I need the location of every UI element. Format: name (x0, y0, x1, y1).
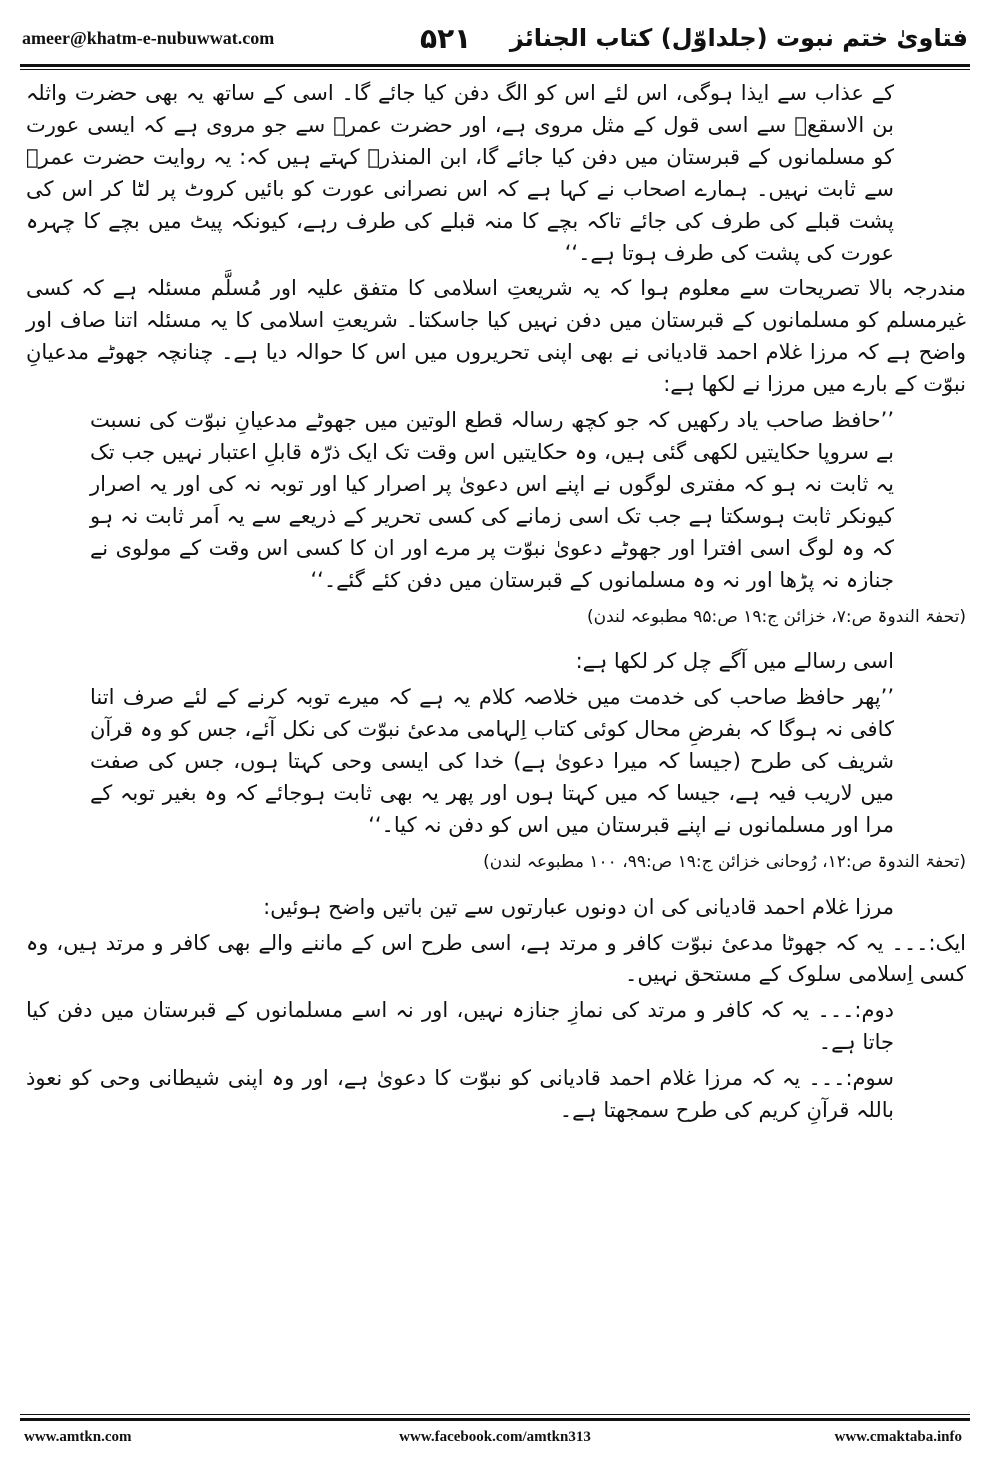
point-two: دوم:۔۔۔ یہ کہ کافر و مرتد کی نمازِ جنازہ نہیں، اور نہ اسے مسلمانوں کے قبرستان میں دفن کیا جاتا ہے۔ (26, 998, 894, 1055)
point-one: ایک:۔۔۔ یہ کہ جھوٹا مدعیٔ نبوّت کافر و مرتد ہے، اسی طرح اس کے ماننے والے بھی کافر و مرتد ہیں، وہ کسی اِسلامی سلوک کے مستحق نہیں۔ (26, 930, 966, 987)
footer-link-facebook[interactable]: www.facebook.com/amtkn313 (399, 1429, 591, 1445)
paragraph-continuation: کے عذاب سے ایذا ہوگی، اس لئے اس کو الگ دفن کیا جائے گا۔ اسی کے ساتھ یہ بھی حضرت واثلہ بن الاسقعؓ سے اسی قول کے مثل مروی ہے، اور حضرت عمرؓ سے جو مروی ہے کہ ایسی عورت کو مسلمانوں کے قبرستان میں دفن کیا جائے گا، ابن المنذرؒ کہتے ہیں کہ: یہ روایت حضرت عمرؓ سے ثابت نہیں۔ ہمارے اصحاب نے کہا ہے کہ اس نصرانی عورت کو بائیں کروٹ پر لٹا کر اس کی پشت قبلے کی طرف کی جائے تاکہ بچے کا منہ قبلے کی طرف رہے، کیونکہ پیٹ میں بچے کا چہرہ عورت کی پشت کی طرف ہوتا ہے۔‘‘ (26, 81, 894, 265)
paragraph-intro: اسی رسالے میں آگے چل کر لکھا ہے: (575, 649, 894, 674)
footer-rule-thin (20, 1414, 970, 1415)
header-rule-thin (20, 69, 970, 70)
page-header (0, 0, 990, 72)
paragraph-summary: مرزا غلام احمد قادیانی کی ان دونوں عبارتوں سے تین باتیں واضح ہوئیں: (263, 894, 894, 919)
footer-link-cmaktaba[interactable]: www.cmaktaba.info (834, 1429, 962, 1445)
header-email: ameer@khatm-e-nubuwwat.com (22, 28, 275, 48)
citation-1: (تحفۃ الندوۃ ص:۷، خزائن ج:۱۹ ص:۹۵ مطبوعہ لندن) (587, 606, 966, 627)
quotation-2: ’’پھر حافظ صاحب کی خدمت میں خلاصہ کلام یہ ہے کہ میرے توبہ کرنے کے لئے صرف اتنا کافی نہ ہوگا کہ بفرضِ محال کوئی کتاب اِلہامی مدعیٔ نبوّت کی نکل آئے، جس کو وہ قرآن شریف کی طرح (جیسا کہ میرا دعویٰ ہے) خدا کی ایسی وحی کہتا ہوں، جس کی صفت میں لاریب فیہ ہے، جیسا کہ میں کہتا ہوں اور پھر یہ بھی ثابت ہوجائے کہ وہ بغیر توبہ کے مرا اور مسلمانوں نے اپنے قبرستان میں اس کو دفن نہ کیا۔‘‘ (90, 685, 894, 837)
citation-2: (تحفۃ الندوۃ ص:۱۲، رُوحانی خزائن ج:۱۹ ص:۹۹، ۱۰۰ مطبوعہ لندن) (483, 851, 966, 872)
footer-rule-thick (20, 1418, 970, 1421)
paragraph-main: مندرجہ بالا تصریحات سے معلوم ہوا کہ یہ شریعتِ اسلامی کا متفق علیہ اور مُسلَّم مسئلہ ہے کہ کسی غیرمسلم کو مسلمانوں کے قبرستان میں دفن نہیں کیا جاسکتا۔ شریعتِ اسلامی کا یہ مسئلہ اتنا صاف اور واضح ہے کہ مرزا غلام احمد قادیانی نے بھی اپنی تحریروں میں اس کا حوالہ دیا ہے۔ چنانچہ جھوٹے مدعیانِ نبوّت کے بارے میں مرزا نے لکھا ہے: (26, 276, 966, 397)
page-number: ۵۲۱ (420, 22, 472, 55)
page-body (26, 78, 966, 1418)
page-footer (0, 1425, 990, 1455)
point-three: سوم:۔۔۔ یہ کہ مرزا غلام احمد قادیانی کو نبوّت کا دعویٰ ہے، اور وہ اپنی شیطانی وحی کو نعوذ باللہ قرآنِ کریم کی طرح سمجھتا ہے۔ (26, 1066, 894, 1123)
book-title: فتاویٰ ختم نبوت (جلداوّل) کتاب الجنائز (509, 24, 968, 52)
footer-link-amtkn[interactable]: www.amtkn.com (24, 1429, 132, 1445)
quotation-1: ’’حافظ صاحب یاد رکھیں کہ جو کچھ رسالہ قطع الوتین میں جھوٹے مدعیانِ نبوّت کی نسبت بے سروپا حکایتیں لکھی گئی ہیں، وہ حکایتیں اس وقت تک ایک ذرّہ قابلِ اعتبار نہیں جب تک یہ ثابت نہ ہو کہ مفتری لوگوں نے اپنے اس دعویٰ پر اصرار کیا اور توبہ نہ کی اور یہ اصرار کیونکر ثابت ہوسکتا ہے جب تک اسی زمانے کی کسی تحریر کے ذریعے سے یہ اَمر ثابت نہ ہو کہ وہ لوگ اسی افترا اور جھوٹے دعویٰ نبوّت پر مرے اور ان کا کسی اس وقت کے مولوی نے جنازہ نہ پڑھا اور نہ وہ مسلمانوں کے قبرستان میں دفن کئے گئے۔‘‘ (90, 408, 894, 592)
header-rule-thick (20, 64, 970, 67)
